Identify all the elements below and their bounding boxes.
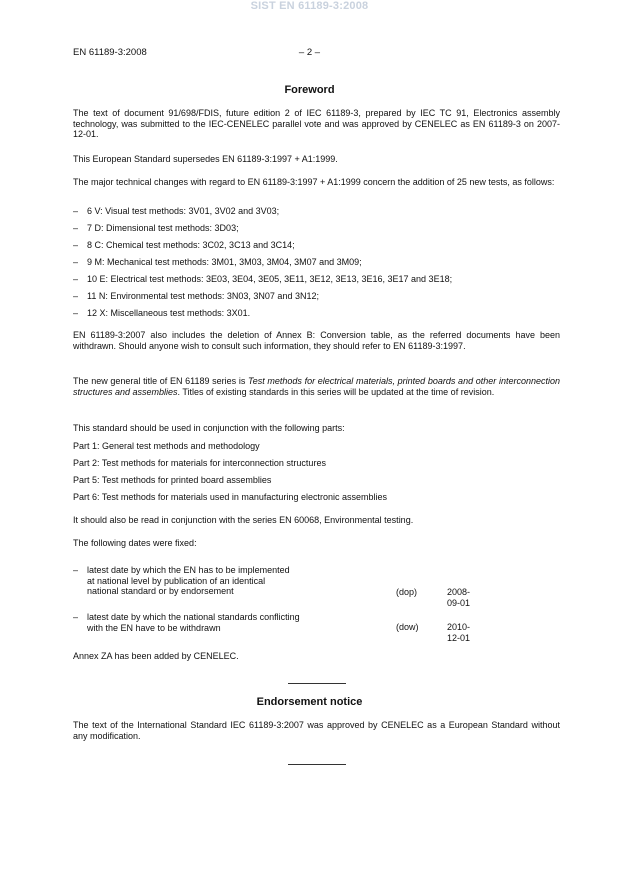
list-dash: – — [73, 240, 79, 250]
change-text: 8 C: Chemical test methods: 3C02, 3C13 and 3C14; — [87, 240, 295, 250]
date-code: (dop) — [396, 587, 418, 597]
list-dash: – — [73, 612, 79, 622]
list-dash: – — [73, 223, 79, 233]
date-description: latest date by which the EN has to be implemented at national level by publication of an identical national standard or by endorsement — [87, 565, 290, 596]
watermark: SIST EN 61189-3:2008 — [250, 0, 369, 12]
list-dash: – — [73, 291, 79, 301]
endorsement-title: Endorsement notice — [256, 696, 363, 708]
part-item: Part 5: Test methods for printed board assemblies — [73, 475, 272, 485]
end-divider — [288, 764, 346, 765]
change-text: 6 V: Visual test methods: 3V01, 3V02 and 3V03; — [87, 206, 280, 216]
endorsement-para: The text of the International Standard IEC 61189-3:2007 was approved by CENELEC as a European Standard without any modification. — [73, 720, 560, 741]
part-item: Part 2: Test methods for materials for interconnection structures — [73, 458, 326, 468]
page-number: – 2 – — [298, 47, 321, 58]
series-title: Test methods for electrical materials, printed boards and other interconnection structures and assemblies — [73, 376, 560, 397]
change-text: 10 E: Electrical test methods: 3E03, 3E04, 3E05, 3E11, 3E12, 3E13, 3E16, 3E17 and 3E18; — [87, 274, 453, 284]
change-text: 7 D: Dimensional test methods: 3D03; — [87, 223, 239, 233]
list-dash: – — [73, 565, 79, 575]
foreword-para-4: EN 61189-3:2007 also includes the deletion of Annex B: Conversion table, as the referred documents have been withdrawn. Should anyone wish to consult such information, they should refer to EN 61189-3:1997. — [73, 330, 560, 351]
para5-text: The new general title of EN 61189 series is — [73, 376, 249, 386]
list-dash: – — [73, 206, 79, 216]
date-value: 2010-12-01 — [447, 622, 471, 643]
para5-text-end: . Titles of existing standards in this series will be updated at the time of revision. — [177, 386, 495, 397]
change-text: 11 N: Environmental test methods: 3N03, 3N07 and 3N12; — [87, 291, 319, 301]
change-text: 12 X: Miscellaneous test methods: 3X01. — [87, 308, 251, 318]
foreword-title: Foreword — [284, 84, 335, 96]
foreword-para-5 — [73, 376, 560, 397]
change-text: 9 M: Mechanical test methods: 3M01, 3M03, 3M04, 3M07 and 3M09; — [87, 257, 362, 267]
date-description: latest date by which the national standards conflicting with the EN have to be withdrawn — [87, 612, 300, 633]
section-divider — [288, 683, 346, 684]
list-dash: – — [73, 308, 79, 318]
foreword-para-9: Annex ZA has been added by CENELEC. — [73, 651, 239, 661]
part-item: Part 6: Test methods for materials used in manufacturing electronic assemblies — [73, 492, 387, 502]
foreword-para-2: This European Standard supersedes EN 61189-3:1997 + A1:1999. — [73, 154, 338, 164]
list-dash: – — [73, 257, 79, 267]
foreword-para-8: The following dates were fixed: — [73, 538, 197, 548]
doc-id: EN 61189-3:2008 — [73, 47, 147, 58]
date-code: (dow) — [396, 622, 419, 632]
foreword-para-6: This standard should be used in conjunction with the following parts: — [73, 423, 345, 433]
foreword-para-7: It should also be read in conjunction with the series EN 60068, Environmental testing. — [73, 515, 414, 525]
date-value: 2008-09-01 — [447, 587, 471, 608]
list-dash: – — [73, 274, 79, 284]
foreword-para-3: The major technical changes with regard to EN 61189-3:1997 + A1:1999 concern the addition of 25 new tests, as follows: — [73, 177, 555, 187]
foreword-para-1: The text of document 91/698/FDIS, future edition 2 of IEC 61189-3, prepared by IEC TC 91, Electronics assembly technology, was submitted to the IEC-CENELEC parallel vote and was approved by CENELEC as EN 61189-3 on 2007-12-01. — [73, 108, 560, 139]
part-item: Part 1: General test methods and methodology — [73, 441, 260, 451]
